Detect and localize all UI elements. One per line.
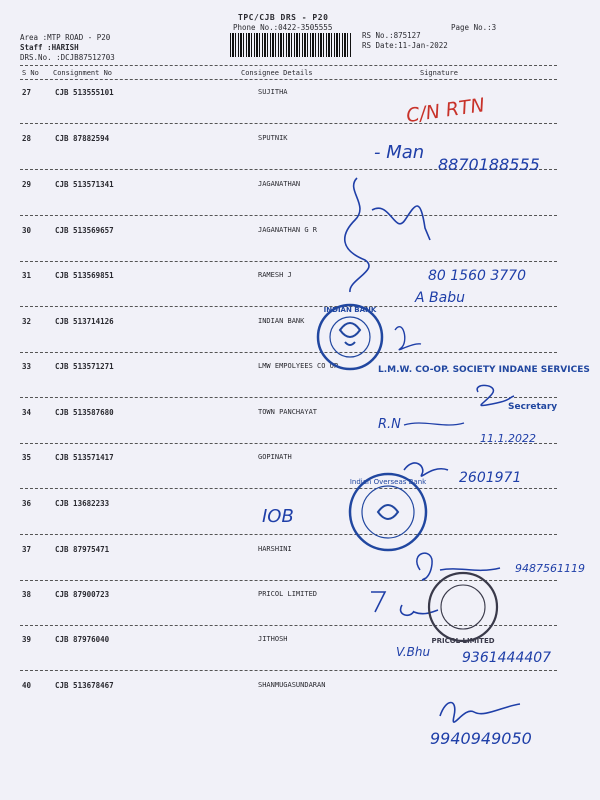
row-sno: 33: [22, 362, 32, 371]
row34-secretary: Secretary: [508, 402, 558, 412]
phone-number: Phone No.:0422-3505555: [233, 23, 333, 32]
indian-bank-stamp-text: INDIAN BANK: [323, 306, 377, 314]
row-consignee: SPUTNIK: [258, 134, 288, 142]
row-sno: 27: [22, 88, 32, 97]
row28-signature: - Man: [374, 142, 425, 163]
row-consignee: TOWN PANCHAYAT: [258, 408, 318, 416]
row-consignment: CJB 513571341: [55, 180, 114, 189]
col-signature: Signature: [420, 69, 458, 77]
row-consignee: GOPINATH: [258, 453, 292, 461]
table-row: [0, 453, 600, 499]
row-consignee: INDIAN BANK: [258, 317, 305, 325]
row-divider: [20, 169, 557, 170]
row-sno: 31: [22, 271, 32, 280]
row39-name: V.Bhu: [396, 645, 431, 659]
row-consignment: CJB 87882594: [55, 134, 110, 143]
row31-number: 80 1560 3770: [428, 268, 526, 284]
row31-name: A Babu: [415, 290, 465, 306]
row-consignee: LMW EMPOLYEES CO OP: [258, 362, 339, 370]
rs-number: RS No.:875127: [362, 31, 421, 40]
row34-date: 11.1.2022: [480, 432, 536, 445]
row-consignee: RAMESH J: [258, 271, 292, 279]
row-sno: 39: [22, 635, 32, 644]
row27-annotation: C/N RTN: [404, 94, 487, 128]
sheet-title: TPC/CJB DRS - P20: [238, 13, 329, 22]
table-row: [0, 271, 600, 317]
table-row: [0, 317, 600, 363]
row-divider: [20, 215, 557, 216]
row-consignment: CJB 513569851: [55, 271, 114, 280]
iob-stamp-text: Indian Overseas Bank: [349, 478, 427, 486]
row28-phone: 8870188555: [438, 155, 540, 174]
row36-annotation: IOB: [262, 506, 294, 527]
row-consignment: CJB 513571271: [55, 362, 114, 371]
row-divider: [20, 580, 557, 581]
table-row: [0, 635, 600, 681]
column-divider: [20, 79, 557, 80]
row-divider: [20, 488, 557, 489]
table-row: [0, 362, 600, 408]
table-row: [0, 134, 600, 180]
row-divider: [20, 352, 557, 353]
col-consignment: Consignment No: [53, 69, 113, 77]
col-consignee: Consignee Details: [241, 69, 313, 77]
row-divider: [20, 123, 557, 124]
row-sno: 36: [22, 499, 32, 508]
table-row: [0, 545, 600, 591]
row-sno: 29: [22, 180, 32, 189]
row-consignment: CJB 87976040: [55, 635, 110, 644]
row37-number: 9487561119: [515, 562, 585, 575]
row-consignee: HARSHINI: [258, 545, 292, 553]
row-divider: [20, 670, 557, 671]
row-consignment: CJB 513571417: [55, 453, 114, 462]
barcode: [230, 33, 352, 57]
table-row: [0, 499, 600, 545]
row-sno: 37: [22, 545, 32, 554]
row-sno: 30: [22, 226, 32, 235]
page-number: Page No.:3: [451, 23, 497, 32]
row-divider: [20, 261, 557, 262]
col-sno: S No: [22, 69, 39, 77]
row-consignee: JITHOSH: [258, 635, 288, 643]
row-consignment: CJB 513714126: [55, 317, 114, 326]
row-divider: [20, 625, 557, 626]
row-sno: 28: [22, 134, 32, 143]
row-consignment: CJB 87975471: [55, 545, 110, 554]
drs-number: DRS.No. :DCJB87512703: [20, 53, 115, 62]
row-consignment: CJB 513555101: [55, 88, 114, 97]
row-consignment: CJB 513678467: [55, 681, 114, 690]
row-sno: 35: [22, 453, 32, 462]
row-consignment: CJB 513569657: [55, 226, 114, 235]
row-sno: 32: [22, 317, 32, 326]
row34-signature: R.N: [378, 417, 401, 432]
row35-number: 2601971: [459, 470, 522, 486]
row-consignee: JAGANATHAN G R: [258, 226, 318, 234]
row-consignee: SUJITHA: [258, 88, 288, 96]
pricol-stamp-text: PRICOL LIMITED: [431, 637, 495, 645]
row-sno: 34: [22, 408, 32, 417]
row39-number: 9361444407: [462, 650, 552, 666]
row-consignment: CJB 513587680: [55, 408, 114, 417]
row-sno: 38: [22, 590, 32, 599]
table-row: [0, 408, 600, 454]
table-row: [0, 88, 600, 134]
row-sno: 40: [22, 681, 32, 690]
row-consignee: SHANMUGASUNDARAN: [258, 681, 326, 689]
staff-label: Staff :HARISH: [20, 43, 79, 52]
row-divider: [20, 534, 557, 535]
row40-number: 9940949050: [430, 729, 532, 748]
row-consignment: CJB 87900723: [55, 590, 110, 599]
row-consignee: JAGANATHAN: [258, 180, 301, 188]
table-row: [0, 681, 600, 727]
row-consignment: CJB 13682233: [55, 499, 110, 508]
table-row: [0, 590, 600, 636]
row-divider: [20, 397, 557, 398]
row-consignee: PRICOL LIMITED: [258, 590, 318, 598]
row-divider: [20, 443, 557, 444]
area-label: Area :MTP ROAD - P20: [20, 33, 111, 42]
row-divider: [20, 306, 557, 307]
row33-stamp: L.M.W. CO-OP. SOCIETY INDANE SERVICES: [378, 365, 590, 375]
header-divider: [20, 65, 557, 66]
table-row: [0, 226, 600, 272]
rs-date: RS Date:11-Jan-2022: [362, 41, 448, 50]
table-row: [0, 180, 600, 226]
